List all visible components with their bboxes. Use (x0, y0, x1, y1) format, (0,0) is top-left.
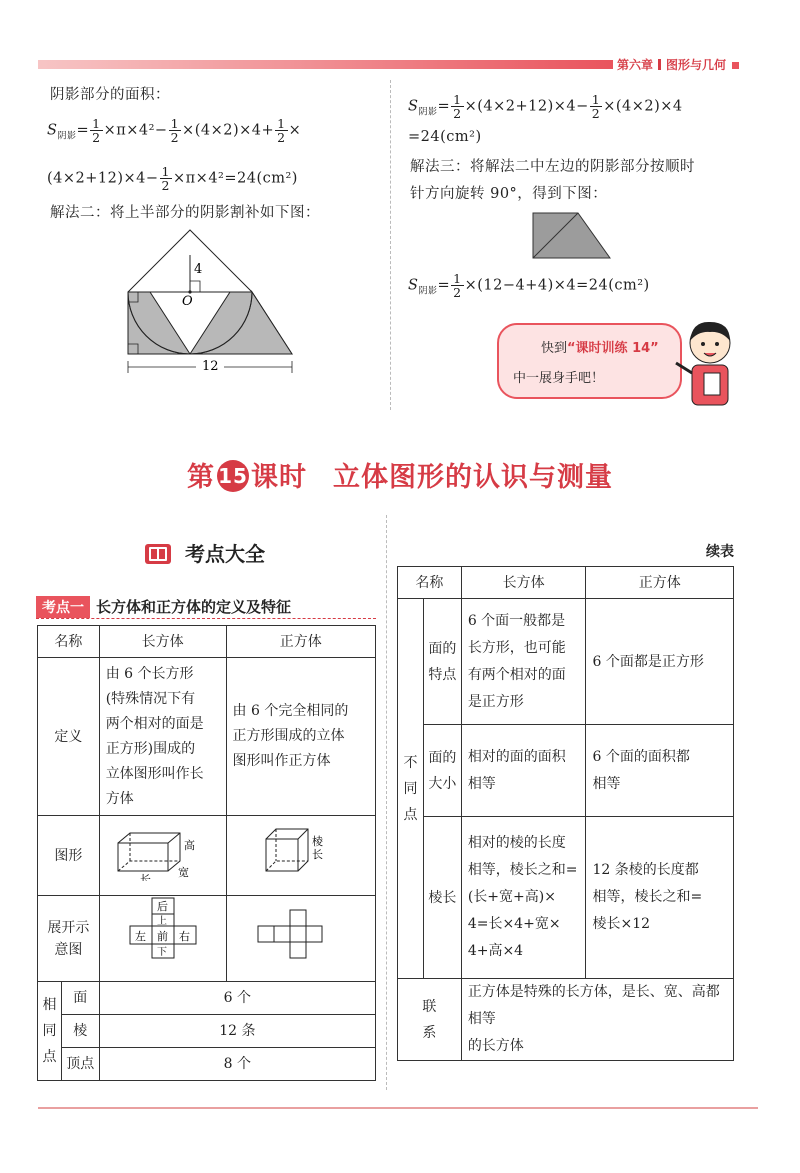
right-result: =24(cm²) (408, 129, 482, 145)
diff-cube: 6 个面的面积都 相等 (586, 725, 734, 817)
same-row-name: 顶点 (61, 1048, 99, 1081)
formula-line-1: $S_{阴影}=$ $\frac{1}{2}$ ×π×4²− $\frac{1}{2}$ ×(4×2)×4+ $\frac{1}{2}$ × (47, 116, 302, 145)
section-title: 考点大全 (185, 542, 265, 566)
chapter-number: 第六章 (617, 58, 654, 72)
cuboid-net-cell (99, 896, 226, 982)
right-formula-3: $S_{阴影}=$ $\frac{1}{2}$ ×(12−4+4)×4=24(cm²) (408, 271, 650, 300)
link-text: 正方体是特殊的长方体，是长、宽、高都相等 的长方体 (461, 979, 733, 1061)
diff-row-name: 面的 大小 (423, 725, 461, 817)
topic-title: 长方体和正方体的定义及特征 (96, 598, 292, 616)
topic-underline (36, 618, 376, 619)
diff-cube: 12 条棱的长度都 相等，棱长之和= 棱长×12 (586, 817, 734, 979)
label-base: 12 (202, 359, 219, 374)
diff-cuboid: 相对的面的面积 相等 (461, 725, 586, 817)
table-row (38, 982, 376, 1015)
table-row (38, 1048, 376, 1081)
lesson-number-badge: 15 (217, 460, 249, 492)
footer-line (38, 1107, 758, 1109)
diff-cuboid: 相对的棱的长度 相等，棱长之和= (长+宽+高)× 4=长×4+宽× 4+高×4 (461, 817, 586, 979)
chapter-title: 图形与几何 (666, 58, 727, 72)
header-cell: 正方体 (226, 626, 375, 658)
same-row-value: 12 条 (99, 1015, 375, 1048)
figure-rotated-trapezoid (530, 210, 615, 262)
lesson-pre: 第 (187, 462, 215, 493)
table-row (38, 658, 376, 816)
method-3-line-2: 针方向旋转 90°，得到下图： (410, 186, 608, 202)
svg-text:上: 上 (156, 916, 167, 927)
book-icon (145, 544, 171, 564)
table-row (38, 816, 376, 896)
column-divider-bottom (386, 515, 387, 1090)
cuboid-drawing (108, 821, 218, 881)
svg-text:下: 下 (156, 947, 167, 958)
diff-cube: 6 个面都是正方形 (586, 599, 734, 725)
right-formula-1: $S_{阴影}=$ $\frac{1}{2}$ ×(4×2+12)×4− $\frac{1}{2}$ ×(4×2)×4 (408, 92, 683, 121)
cube-net-cell (226, 896, 375, 982)
bubble-text-line-2: 中一展身手吧！ (513, 371, 605, 386)
cube-drawing (256, 821, 346, 881)
cartoon-boy-illustration (670, 315, 745, 415)
diff-row-name: 棱长 (423, 817, 461, 979)
svg-text:右: 右 (178, 930, 190, 943)
figure-cut-fill (120, 225, 300, 375)
header-cell: 正方体 (586, 567, 734, 599)
solution-line-1: 阴影部分的面积： (50, 87, 170, 103)
table-row (398, 817, 734, 979)
row-label-link: 联 系 (398, 979, 462, 1061)
features-table-continued (397, 566, 734, 1061)
svg-text:棱: 棱 (311, 835, 323, 848)
row-label-definition: 定义 (38, 658, 100, 816)
diff-cuboid: 6 个面一般都是 长方形，也可能 有两个相对的面 是正方形 (461, 599, 586, 725)
chapter-header (617, 56, 739, 73)
svg-text:高: 高 (183, 839, 195, 852)
row-label-net: 展开示 意图 (38, 896, 100, 982)
same-row-value: 8 个 (99, 1048, 375, 1081)
same-row-name: 棱 (61, 1015, 99, 1048)
formula-line-2: (4×2+12)×4− $\frac{1}{2}$ ×π×4²=24(cm²) (47, 164, 298, 193)
svg-text:前: 前 (156, 930, 168, 943)
header-bar (38, 60, 613, 69)
table-row (398, 567, 734, 599)
method-2-text: 解法二：将上半部分的阴影割补如下图： (50, 205, 320, 221)
table-row (38, 896, 376, 982)
svg-text:宽: 宽 (177, 866, 189, 879)
lesson-topic: 立体图形的认识与测量 (333, 462, 613, 493)
lesson-post: 课时 (251, 462, 307, 493)
label-height: 4 (194, 262, 203, 277)
cube-figure-cell (226, 816, 375, 896)
svg-text:长: 长 (311, 848, 323, 861)
table-row (398, 979, 734, 1061)
method-3-line-1: 解法三：将解法二中左边的阴影部分按顺时 (410, 159, 695, 175)
cube-net-drawing (256, 904, 346, 964)
table-row (398, 599, 734, 725)
section-heading (145, 538, 265, 567)
definition-cuboid: 由 6 个长方形 (特殊情况下有 两个相对的面是 正方形)围成的 立体图形叫作长 方体 (99, 658, 226, 816)
table-row (398, 725, 734, 817)
table-row (38, 626, 376, 658)
table-row (38, 1015, 376, 1048)
column-divider-top (390, 80, 391, 410)
svg-text:左: 左 (134, 930, 146, 943)
bubble-link-text: “课时训练 14” (567, 341, 659, 356)
same-row-value: 6 个 (99, 982, 375, 1015)
svg-text:长: 长 (139, 873, 151, 881)
cuboid-net-drawing (108, 896, 218, 972)
topic-tag: 考点一 (36, 596, 90, 618)
bubble-text-pre: 快到 (541, 341, 568, 356)
cuboid-figure-cell (99, 816, 226, 896)
diff-row-name: 面的 特点 (423, 599, 461, 725)
same-row-name: 面 (61, 982, 99, 1015)
svg-text:后: 后 (156, 900, 168, 913)
continued-label: 续表 (706, 544, 734, 560)
header-cell: 名称 (38, 626, 100, 658)
header-cell: 长方体 (99, 626, 226, 658)
row-label-different: 不 同 点 (398, 599, 424, 979)
definition-cube: 由 6 个完全相同的 正方形围成的立体 图形叫作正方体 (226, 658, 375, 816)
speech-bubble (497, 323, 682, 399)
header-cell: 名称 (398, 567, 462, 599)
label-center-o: O (182, 294, 193, 309)
header-cell: 长方体 (461, 567, 586, 599)
row-label-same: 相 同 点 (38, 982, 62, 1081)
features-table (37, 625, 376, 1081)
row-label-shape: 图形 (38, 816, 100, 896)
topic-heading (36, 596, 291, 618)
lesson-title (0, 455, 800, 494)
